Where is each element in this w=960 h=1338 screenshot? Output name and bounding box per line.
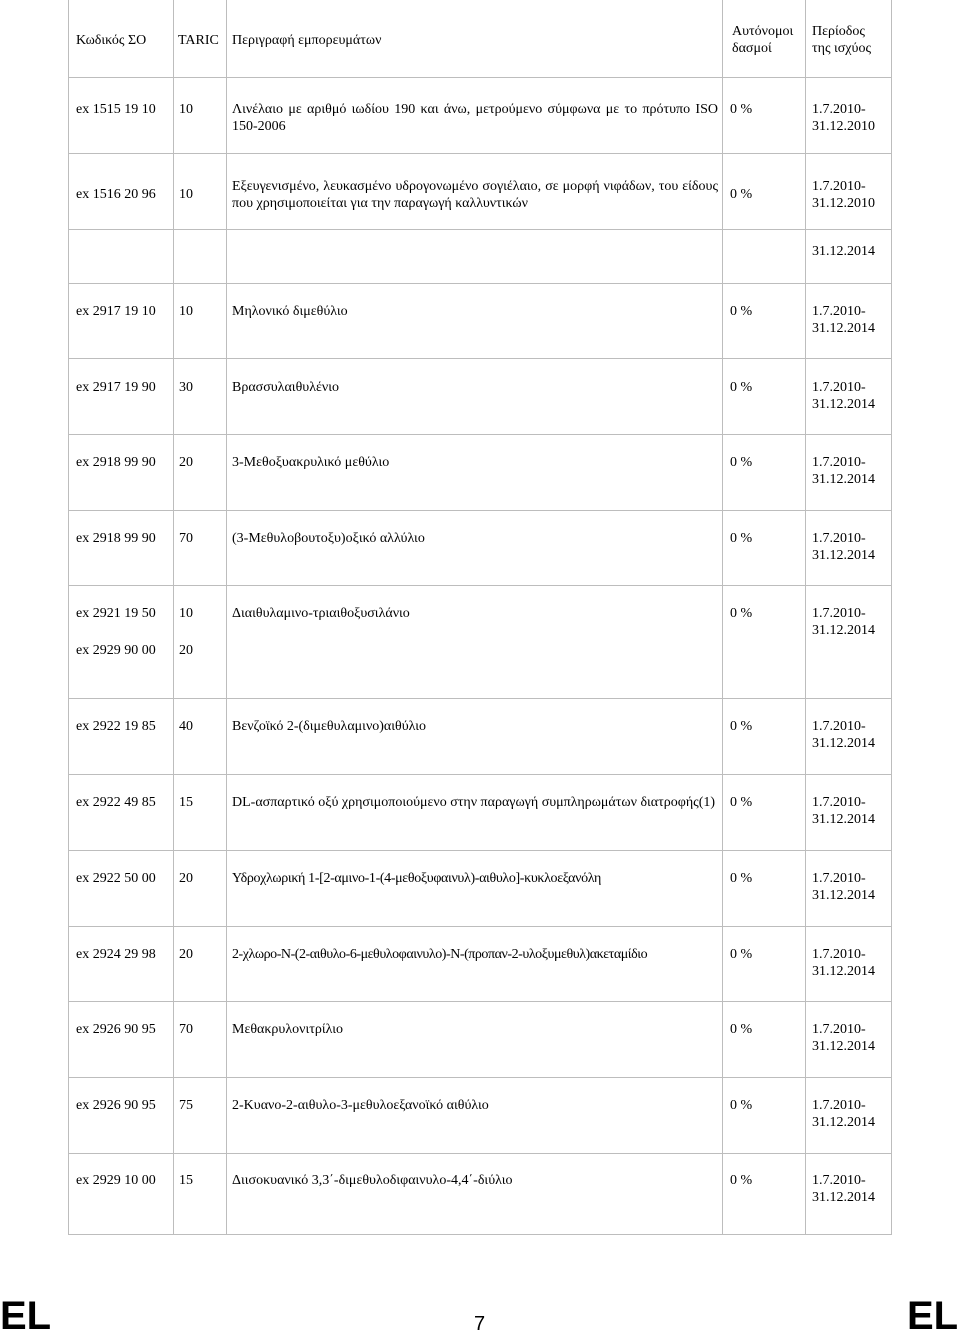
duty: 0 % <box>730 795 753 810</box>
period-end: 31.12.2010 <box>812 119 875 134</box>
period-end: 31.12.2014 <box>812 321 875 336</box>
description: Βρασσυλαιθυλένιο <box>232 380 339 395</box>
header-duties-line1: Αυτόνομοι <box>732 24 794 39</box>
period-start: 1.7.2010- <box>812 795 866 810</box>
period-start: 1.7.2010- <box>812 1098 866 1113</box>
language-mark-left: EL <box>0 1294 52 1338</box>
row-divider <box>69 153 891 154</box>
language-mark-right: EL <box>907 1294 959 1338</box>
period-start: 1.7.2010- <box>812 719 866 734</box>
period-start: 1.7.2010- <box>812 380 866 395</box>
period-end: 31.12.2014 <box>812 397 875 412</box>
period-end: 31.12.2014 <box>812 888 875 903</box>
period-end: 31.12.2014 <box>812 812 875 827</box>
description: Λινέλαιο με αριθμό ιωδίου 190 και άνω, μετρούμενο σύμφωνα με το πρότυπο ISO 150-2006 <box>232 102 718 134</box>
duty: 0 % <box>730 380 753 395</box>
period-end: 31.12.2014 <box>812 1190 875 1205</box>
period-end: 31.12.2014 <box>812 1039 875 1054</box>
period-start: 1.7.2010- <box>812 455 866 470</box>
page-number: 7 <box>474 1313 486 1335</box>
taric-code: 15 <box>179 1173 193 1188</box>
description: Διισοκυανικό 3,3΄-διμεθυλοδιφαινυλο-4,4΄-διύλιο <box>232 1173 513 1188</box>
cn-code: ex 2922 50 00 <box>76 871 156 886</box>
period-start: 1.7.2010- <box>812 1022 866 1037</box>
description: 2-χλωρο-N-(2-αιθυλο-6-μεθυλοφαινυλο)-N-(προπαν-2-υλοξυμεθυλ)ακεταμίδιο <box>232 947 648 962</box>
row-divider <box>69 510 891 511</box>
taric-code: 70 <box>179 531 193 546</box>
duty: 0 % <box>730 947 753 962</box>
taric-code: 70 <box>179 1022 193 1037</box>
column-divider <box>226 0 227 1234</box>
period-start: 1.7.2010- <box>812 304 866 319</box>
duty: 0 % <box>730 719 753 734</box>
period-start: 1.7.2010- <box>812 102 866 117</box>
cn-code: ex 2918 99 90 <box>76 531 156 546</box>
row-divider <box>69 698 891 699</box>
duty: 0 % <box>730 455 753 470</box>
period-end: 31.12.2014 <box>812 244 875 259</box>
column-divider <box>173 0 174 1234</box>
description: DL-ασπαρτικό οξύ χρησιμοποιούμενο στην παραγωγή συμπληρωμάτων διατροφής(1) <box>232 795 716 810</box>
period-end: 31.12.2014 <box>812 964 875 979</box>
period-start: 1.7.2010- <box>812 947 866 962</box>
period-start: 1.7.2010- <box>812 1173 866 1188</box>
period-end: 31.12.2014 <box>812 623 875 638</box>
cn-code: ex 2926 90 95 <box>76 1022 156 1037</box>
period-end: 31.12.2014 <box>812 548 875 563</box>
description: (3-Μεθυλοβουτοξυ)οξικό αλλύλιο <box>232 531 425 546</box>
duty: 0 % <box>730 1022 753 1037</box>
row-divider <box>69 1077 891 1078</box>
taric-code: 30 <box>179 380 193 395</box>
row-divider <box>69 229 891 230</box>
cn-code: ex 2922 49 85 <box>76 795 156 810</box>
period-start: 1.7.2010- <box>812 871 866 886</box>
description: Εξευγενισμένο, λευκασμένο υδρογονωμένο σογιέλαιο, σε μορφή νιφάδων, του είδους που χρησιμοποιείται για την παραγωγή καλλυντικών <box>232 179 718 211</box>
duty: 0 % <box>730 304 753 319</box>
description: 2-Κυανο-2-αιθυλο-3-μεθυλοεξανοϊκό αιθύλιο <box>232 1098 489 1113</box>
cn-code: ex 2921 19 50 <box>76 606 156 621</box>
cn-code: ex 2918 99 90 <box>76 455 156 470</box>
taric-code: 15 <box>179 795 193 810</box>
description: 3-Μεθοξυακρυλικό μεθύλιο <box>232 455 390 470</box>
taric-code: 10 <box>179 606 193 621</box>
description: Μεθακρυλονιτρίλιο <box>232 1022 343 1037</box>
description: Βενζοϊκό 2-(διμεθυλαμινο)αιθύλιο <box>232 719 427 734</box>
column-divider <box>805 0 806 1234</box>
duty: 0 % <box>730 187 753 202</box>
cn-code: ex 2926 90 95 <box>76 1098 156 1113</box>
header-description: Περιγραφή εμπορευμάτων <box>232 33 382 48</box>
taric-code: 10 <box>179 102 193 117</box>
period-end: 31.12.2014 <box>812 472 875 487</box>
period-end: 31.12.2010 <box>812 196 875 211</box>
period-start: 1.7.2010- <box>812 179 866 194</box>
period-end: 31.12.2014 <box>812 1115 875 1130</box>
cn-code: ex 1515 19 10 <box>76 102 156 117</box>
header-taric: TARIC <box>178 33 219 48</box>
row-divider <box>69 1001 891 1002</box>
cn-code: ex 1516 20 96 <box>76 187 156 202</box>
cn-code: ex 2922 19 85 <box>76 719 156 734</box>
taric-code: 20 <box>179 871 193 886</box>
taric-code: 20 <box>179 455 193 470</box>
row-divider <box>69 358 891 359</box>
description: Διαιθυλαμινο-τριαιθοξυσιλάνιο <box>232 606 410 621</box>
duty: 0 % <box>730 606 753 621</box>
duty: 0 % <box>730 1098 753 1113</box>
duty: 0 % <box>730 102 753 117</box>
taric-code: 10 <box>179 187 193 202</box>
description: Υδροχλωρική 1-[2-αμινο-1-(4-μεθοξυφαινυλ)-αιθυλο]-κυκλοεξανόλη <box>232 871 602 886</box>
header-duties-line2: δασμοί <box>732 41 772 56</box>
row-divider <box>69 283 891 284</box>
duty: 0 % <box>730 1173 753 1188</box>
duty: 0 % <box>730 871 753 886</box>
period-end: 31.12.2014 <box>812 736 875 751</box>
description: Μηλονικό διμεθύλιο <box>232 304 348 319</box>
row-divider <box>69 585 891 586</box>
header-period-line2: της ισχύος <box>812 41 871 56</box>
taric-code: 75 <box>179 1098 193 1113</box>
row-divider <box>69 774 891 775</box>
period-start: 1.7.2010- <box>812 606 866 621</box>
cn-code: ex 2929 10 00 <box>76 1173 156 1188</box>
period-start: 1.7.2010- <box>812 531 866 546</box>
column-divider <box>722 0 723 1234</box>
header-cn-code: Κωδικός ΣΟ <box>76 33 147 48</box>
row-divider <box>69 926 891 927</box>
taric-code: 20 <box>179 947 193 962</box>
row-divider <box>69 850 891 851</box>
row-divider <box>69 77 891 78</box>
row-divider <box>69 434 891 435</box>
duty: 0 % <box>730 531 753 546</box>
cn-code: ex 2924 29 98 <box>76 947 156 962</box>
cn-code-secondary: ex 2929 90 00 <box>76 643 156 658</box>
taric-code-secondary: 20 <box>179 643 193 658</box>
header-period-line1: Περίοδος <box>812 24 865 39</box>
taric-code: 10 <box>179 304 193 319</box>
cn-code: ex 2917 19 90 <box>76 380 156 395</box>
cn-code: ex 2917 19 10 <box>76 304 156 319</box>
row-divider <box>69 1153 891 1154</box>
taric-code: 40 <box>179 719 193 734</box>
